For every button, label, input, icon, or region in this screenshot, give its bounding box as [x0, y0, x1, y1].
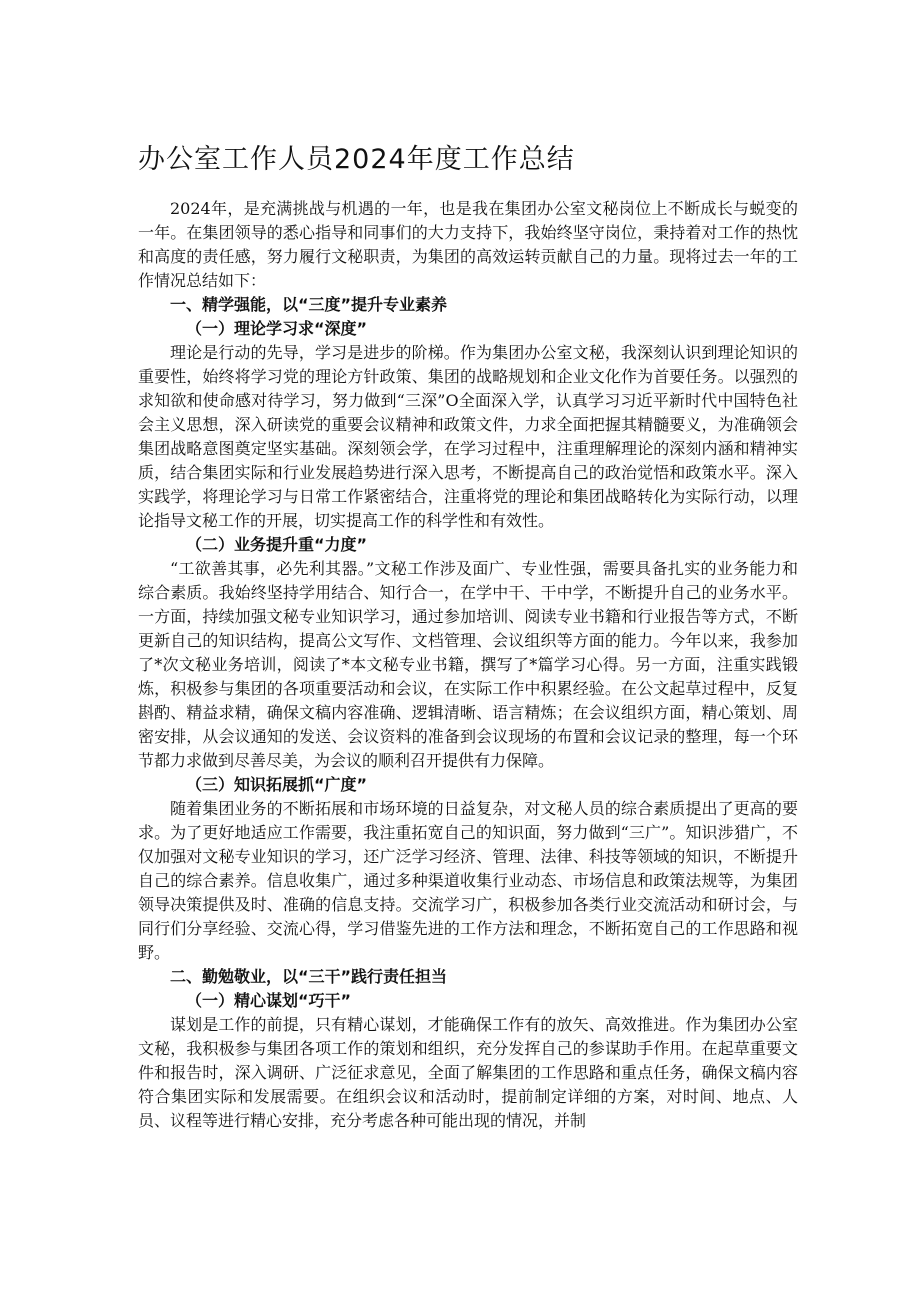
section-2-1-heading: （一）精心谋划“巧干” [186, 991, 352, 1010]
section-1-2-heading: （二）业务提升重“力度” [186, 535, 368, 554]
section-2-1-paragraph: 谋划是工作的前提，只有精心谋划，才能确保工作有的放矢、高效推进。作为集团办公室文秘，我积极参与集团各项工作的策划和组织，充分发挥自己的参谋助手作用。在起草重要文件和报告时，深入调研、广泛征求意见，全面了解集团的工作思路和重点任务，确保文稿内容符合集团实际和发展需要。在组织会议和活动时，提前制定详细的方案，对时间、地点、人员、议程等进行精心安排，充分考虑各种可能出现的情况，并制 [138, 1015, 798, 1130]
intro-paragraph: 2024年，是充满挑战与机遇的一年，也是我在集团办公室文秘岗位上不断成长与蜕变的一年。在集团领导的悉心指导和同事们的大力支持下，我始终坚守岗位，秉持着对工作的热忱和高度的责任感，努力履行文秘职责，为集团的高效运转贡献自己的力量。现将过去一年的工作情况总结如下： [138, 199, 798, 290]
document-title: 办公室工作人员2024年度工作总结 [138, 144, 575, 175]
section-1-1-paragraph: 理论是行动的先导，学习是进步的阶梯。作为集团办公室文秘，我深刻认识到理论知识的重要性，始终将学习党的理论方针政策、集团的战略规划和企业文化作为首要任务。以强烈的求知欲和使命感对待学习，努力做到“三深”O全面深入学，认真学习习近平新时代中国特色社会主义思想，深入研读党的重要会议精神和政策文件，力求全面把握其精髓要义，为准确领会集团战略意图奠定坚实基础。深刻领会学，在学习过程中，注重理解理论的深刻内涵和精神实质，结合集团实际和行业发展趋势进行深入思考，不断提高自己的政治觉悟和政策水平。深入实践学，将理论学习与日常工作紧密结合，注重将党的理论和集团战略转化为实际行动，以理论指导文秘工作的开展，切实提高工作的科学性和有效性。 [138, 343, 798, 530]
document-body [138, 197, 798, 1133]
section-1-heading: 一、精学强能，以“三度”提升专业素养 [170, 295, 448, 314]
section-1-3-paragraph: 随着集团业务的不断拓展和市场环境的日益复杂，对文秘人员的综合素质提出了更高的要求。为了更好地适应工作需要，我注重拓宽自己的知识面，努力做到“三广”。知识涉猎广，不仅加强对文秘专业知识的学习，还广泛学习经济、管理、法律、科技等领域的知识，不断提升自己的综合素养。信息收集广，通过多种渠道收集行业动态、市场信息和政策法规等，为集团领导决策提供及时、准确的信息支持。交流学习广，积极参加各类行业交流活动和研讨会，与同行们分享经验、交流心得，学习借鉴先进的工作方法和理念，不断拓宽自己的工作思路和视野。 [138, 799, 798, 962]
section-1-3-heading: （三）知识拓展抓“广度” [186, 775, 368, 794]
section-2-heading: 二、勤勉敬业，以“三干”践行责任担当 [170, 967, 448, 986]
section-1-1-heading: （一）理论学习求“深度” [186, 319, 368, 338]
section-1-2-paragraph: “工欲善其事，必先利其器。”文秘工作涉及面广、专业性强，需要具备扎实的业务能力和综合素质。我始终坚持学用结合、知行合一，在学中干、干中学，不断提升自己的业务水平。一方面，持续加强文秘专业知识学习，通过参加培训、阅读专业书籍和行业报告等方式，不断更新自己的知识结构，提高公文写作、文档管理、会议组织等方面的能力。今年以来，我参加了*次文秘业务培训，阅读了*本文秘专业书籍，撰写了*篇学习心得。另一方面，注重实践锻炼，积极参与集团的各项重要活动和会议，在实际工作中积累经验。在公文起草过程中，反复斟酌、精益求精，确保文稿内容准确、逻辑清晰、语言精炼；在会议组织方面，精心策划、周密安排，从会议通知的发送、会议资料的准备到会议现场的布置和会议记录的整理，每一个环节都力求做到尽善尽美，为会议的顺利召开提供有力保障。 [138, 559, 798, 770]
